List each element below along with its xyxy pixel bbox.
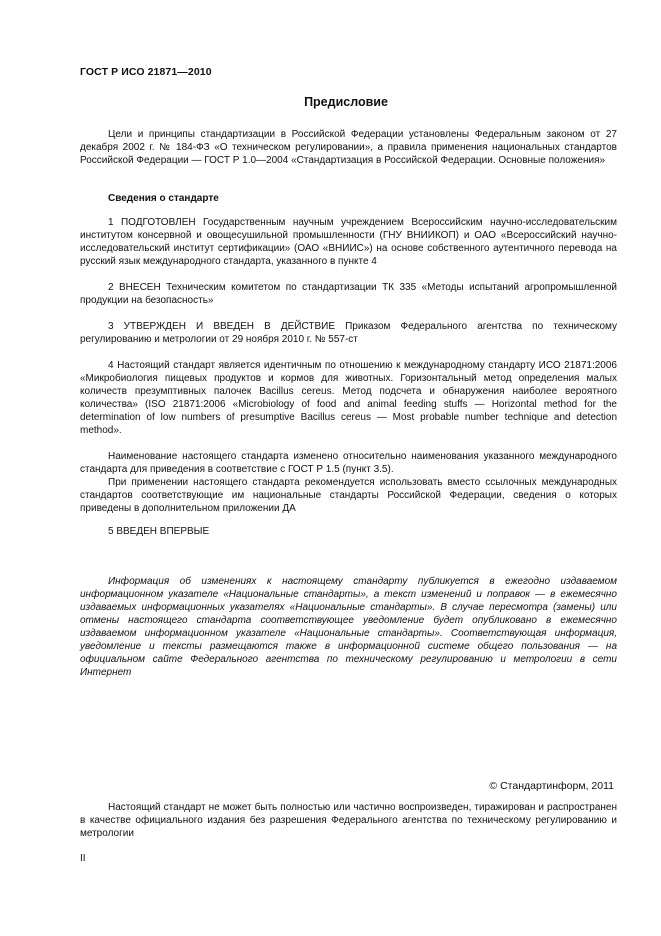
- naming-note-paragraph: [80, 450, 617, 515]
- item-5-text: 5 ВВЕДЕН ВПЕРВЫЕ: [108, 526, 210, 537]
- item-2-paragraph: [80, 281, 617, 307]
- item-3-paragraph: [80, 320, 617, 346]
- item-4-paragraph: [80, 359, 617, 437]
- info-notice-paragraph: [80, 575, 617, 679]
- standard-info-heading: Сведения о стандарте: [108, 193, 219, 204]
- page-number: II: [80, 853, 86, 864]
- item-3-text: 3 УТВЕРЖДЕН И ВВЕДЕН В ДЕЙСТВИЕ Приказом Федерального агентства по техническому регулированию и метрологии от 29 ноября 2010 г. № 557-ст: [80, 321, 617, 345]
- item-2-text: 2 ВНЕСЕН Техническим комитетом по стандартизации ТК 335 «Методы испытаний агропромышленной продукции на безопасность»: [80, 282, 617, 306]
- reproduction-notice-paragraph: [80, 801, 617, 840]
- item-5-paragraph: [80, 525, 617, 538]
- info-notice-text: Информация об изменениях к настоящему стандарту публикуется в ежегодно издаваемом информационном указателе «Национальные стандарты», а текст изменений и поправок — в ежемесячно издаваемых информационных указателях «Национальные стандарты». В случае пересмотра (замены) или отмены настоящего стандарта соответствующее уведомление будет опубликовано в ежемесячно издаваемом информационном указателе «Национальные стандарты». Соответствующая информация, уведомление и тексты размещаются также в информационной системе общего пользования — на официальном сайте Федерального агентства по техническому регулированию и метрологии в сети Интернет: [80, 576, 617, 678]
- naming-note-text: Наименование настоящего стандарта изменено относительно наименования указанного международного стандарта для приведения в соответствие с ГОСТ Р 1.5 (пункт 3.5).: [80, 451, 617, 475]
- page-title: Предисловие: [304, 95, 388, 109]
- reproduction-notice-text: Настоящий стандарт не может быть полностью или частично воспроизведен, тиражирован и распространен в качестве официального издания без разрешения Федерального агентства по техническому регулированию и метрологии: [80, 802, 617, 839]
- item-1-paragraph: [80, 216, 617, 268]
- intro-text: Цели и принципы стандартизации в Российской Федерации установлены Федеральным законом от 27 декабря 2002 г. № 184-ФЗ «О техническом регулировании», а правила применения национальных стандартов Российской Федерации — ГОСТ Р 1.0—2004 «Стандартизация в Российской Федерации. Основные положения»: [80, 129, 617, 166]
- intro-paragraph: [80, 128, 617, 167]
- item-1-text: 1 ПОДГОТОВЛЕН Государственным научным учреждением Всероссийским научно-исследовательским институтом консервной и овощесушильной промышленности (ГНУ ВНИИКОП) и ОАО «Всероссийский научно-исследовательский институт сертификации» (ОАО «ВНИИС») на основе собственного аутентичного перевода на русский язык международного стандарта, указанного в пункте 4: [80, 217, 617, 267]
- item-4-text: 4 Настоящий стандарт является идентичным по отношению к международному стандарту ИСО 21871:2006 «Микробиология пищевых продуктов и кормов для животных. Горизонтальный метод определения малых количеств презумптивных палочек Bacillus cereus. Метод подсчета и обнаружения наиболее вероятного количества» (ISO 21871:2006 «Microbiology of food and animal feeding stuffs — Horizontal method for the determination of low numbers of presumptive Bacillus cereus — Most probable number technique and detection method».: [80, 360, 617, 436]
- document-code: ГОСТ Р ИСО 21871—2010: [80, 66, 212, 78]
- references-note-text: При применении настоящего стандарта рекомендуется использовать вместо ссылочных международных стандартов соответствующие им национальные стандарты Российской Федерации, сведения о которых приведены в дополнительном приложении ДА: [80, 477, 617, 514]
- copyright: © Стандартинформ, 2011: [489, 780, 614, 792]
